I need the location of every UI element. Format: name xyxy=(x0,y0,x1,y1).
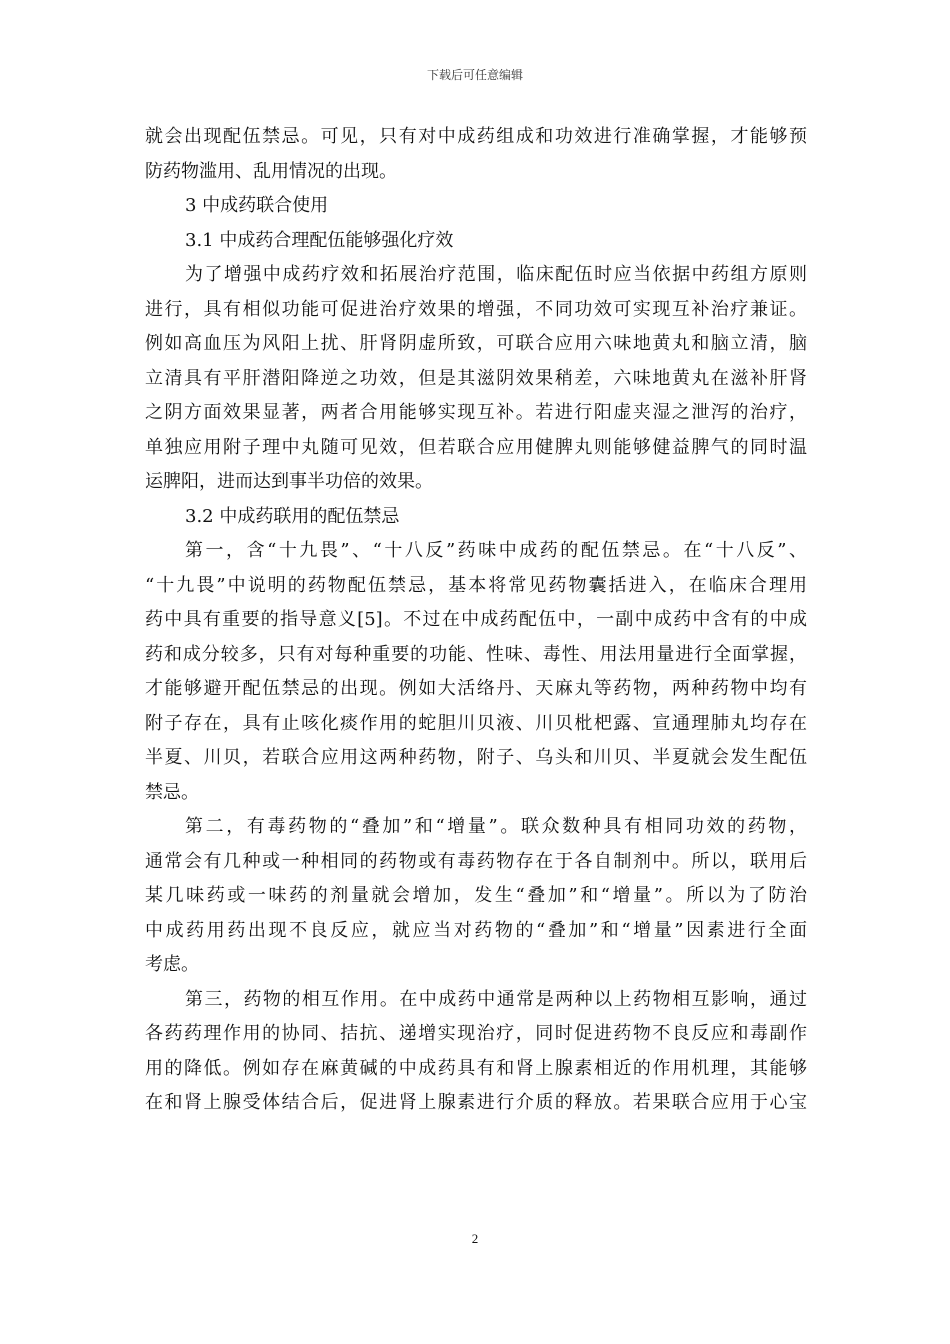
text-line: “十九畏”中说明的药物配伍禁忌，基本将常见药物囊括进入，在临床合理用 xyxy=(145,574,807,596)
text-line: 中成药用药出现不良反应，就应当对药物的“叠加”和“增量”因素进行全面 xyxy=(145,919,807,941)
text-line: 附子存在，具有止咳化痰作用的蛇胆川贝液、川贝枇杷露、宣通理肺丸均存在 xyxy=(145,712,807,734)
text-line: 某几味药或一味药的剂量就会增加，发生“叠加”和“增量”。所以为了防治 xyxy=(145,885,807,906)
text-line: 就会出现配伍禁忌。可见，只有对中成药组成和功效进行准确掌握，才能够预 xyxy=(145,126,807,147)
page-number: 2 xyxy=(471,1231,479,1246)
text-line: 第一，含“十九畏”、“十八反”药味中成药的配伍禁忌。在“十八反”、 xyxy=(185,540,807,561)
text-line: 3.2 中成药联用的配伍禁忌 xyxy=(185,505,400,527)
text-line: 在和肾上腺受体结合后，促进肾上腺素进行介质的释放。若果联合应用于心宝 xyxy=(145,1092,807,1113)
page-header: 下载后可任意编辑 xyxy=(426,68,523,82)
text-line: 考虑。 xyxy=(145,954,199,975)
text-line: 进行，具有相似功能可促进治疗效果的增强，不同功效可实现互补治疗兼证。 xyxy=(145,298,807,320)
text-line: 药中具有重要的指导意义[5]。不过在中成药配伍中，一副中成药中含有的中成 xyxy=(145,609,807,630)
text-line: 半夏、川贝，若联合应用这两种药物，附子、乌头和川贝、半夏就会发生配伍 xyxy=(145,747,807,768)
text-line: 之阴方面效果显著，两者合用能够实现互补。若进行阳虚夹湿之泄泻的治疗， xyxy=(145,402,807,423)
text-line: 防药物滥用、乱用情况的出现。 xyxy=(145,160,397,182)
text-line: 3 中成药联合使用 xyxy=(185,195,329,216)
text-line: 各药药理作用的协同、拮抗、递增实现治疗，同时促进药物不良反应和毒副作 xyxy=(145,1023,807,1044)
text-line: 为了增强中成药疗效和拓展治疗范围，临床配伍时应当依据中药组方原则 xyxy=(185,264,807,285)
text-line: 3.1 中成药合理配伍能够强化疗效 xyxy=(185,229,454,251)
text-line: 运脾阳，进而达到事半功倍的效果。 xyxy=(145,471,433,492)
text-line: 单独应用附子理中丸随可见效，但若联合应用健脾丸则能够健益脾气的同时温 xyxy=(145,436,807,458)
text-line: 用的降低。例如存在麻黄碱的中成药具有和肾上腺素相近的作用机理，其能够 xyxy=(145,1057,807,1079)
document-body xyxy=(145,120,807,1121)
text-line: 第三，药物的相互作用。在中成药中通常是两种以上药物相互影响，通过 xyxy=(185,988,807,1010)
text-line: 才能够避开配伍禁忌的出现。例如大活络丹、天麻丸等药物，两种药物中均有 xyxy=(145,678,807,699)
text-line: 通常会有几种或一种相同的药物或有毒药物存在于各自制剂中。所以，联用后 xyxy=(145,850,807,872)
text-line: 立清具有平肝潜阳降逆之功效，但是其滋阴效果稍差，六味地黄丸在滋补肝肾 xyxy=(145,367,807,389)
text-line: 禁忌。 xyxy=(145,781,199,803)
text-line: 第二，有毒药物的“叠加”和“增量”。联众数种具有相同功效的药物， xyxy=(185,816,807,837)
text-line: 药和成分较多，只有对每种重要的功能、性味、毒性、用法用量进行全面掌握， xyxy=(145,643,807,665)
text-line: 例如高血压为风阳上扰、肝肾阴虚所致，可联合应用六味地黄丸和脑立清，脑 xyxy=(145,333,807,354)
